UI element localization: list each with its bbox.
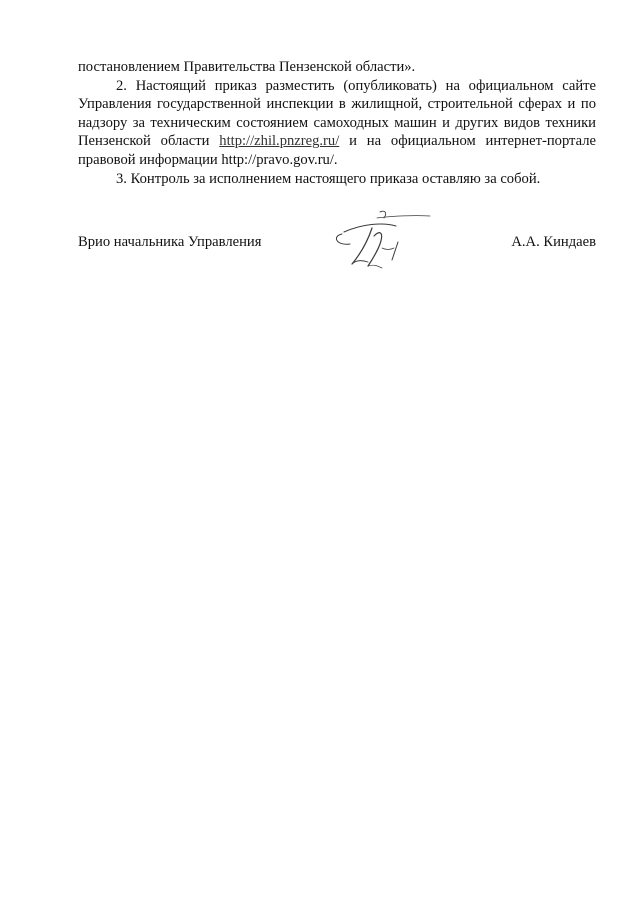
paragraph-item-3: 3. Контроль за исполнением настоящего приказа оставляю за собой. [116,170,541,187]
paragraph-item-2 [78,77,596,170]
signer-position: Врио начальника Управления [78,234,262,250]
pravo-portal-link[interactable]: http://pravo.gov.ru/ [221,151,334,168]
signer-name: А.А. Киндаев [511,234,596,250]
document-body [78,58,596,188]
zhil-site-link[interactable]: http://zhil.pnzreg.ru/ [219,133,340,150]
item2-prefix: 2. Настоящий приказ разместить (опубликовать) на официальном сайте Управления государственной инспекции в жилищной, строительной сферах и по надзору за техническим состоянием самоходных машин и других видов техники Пензенской области [78,77,596,150]
item2-middle: и на официальном интернет-портале правовой информации [78,133,596,168]
item2-suffix: . [333,151,338,168]
intro-line: постановлением Правительства Пензенской области». [78,59,416,75]
handwritten-signature-icon [322,206,442,272]
